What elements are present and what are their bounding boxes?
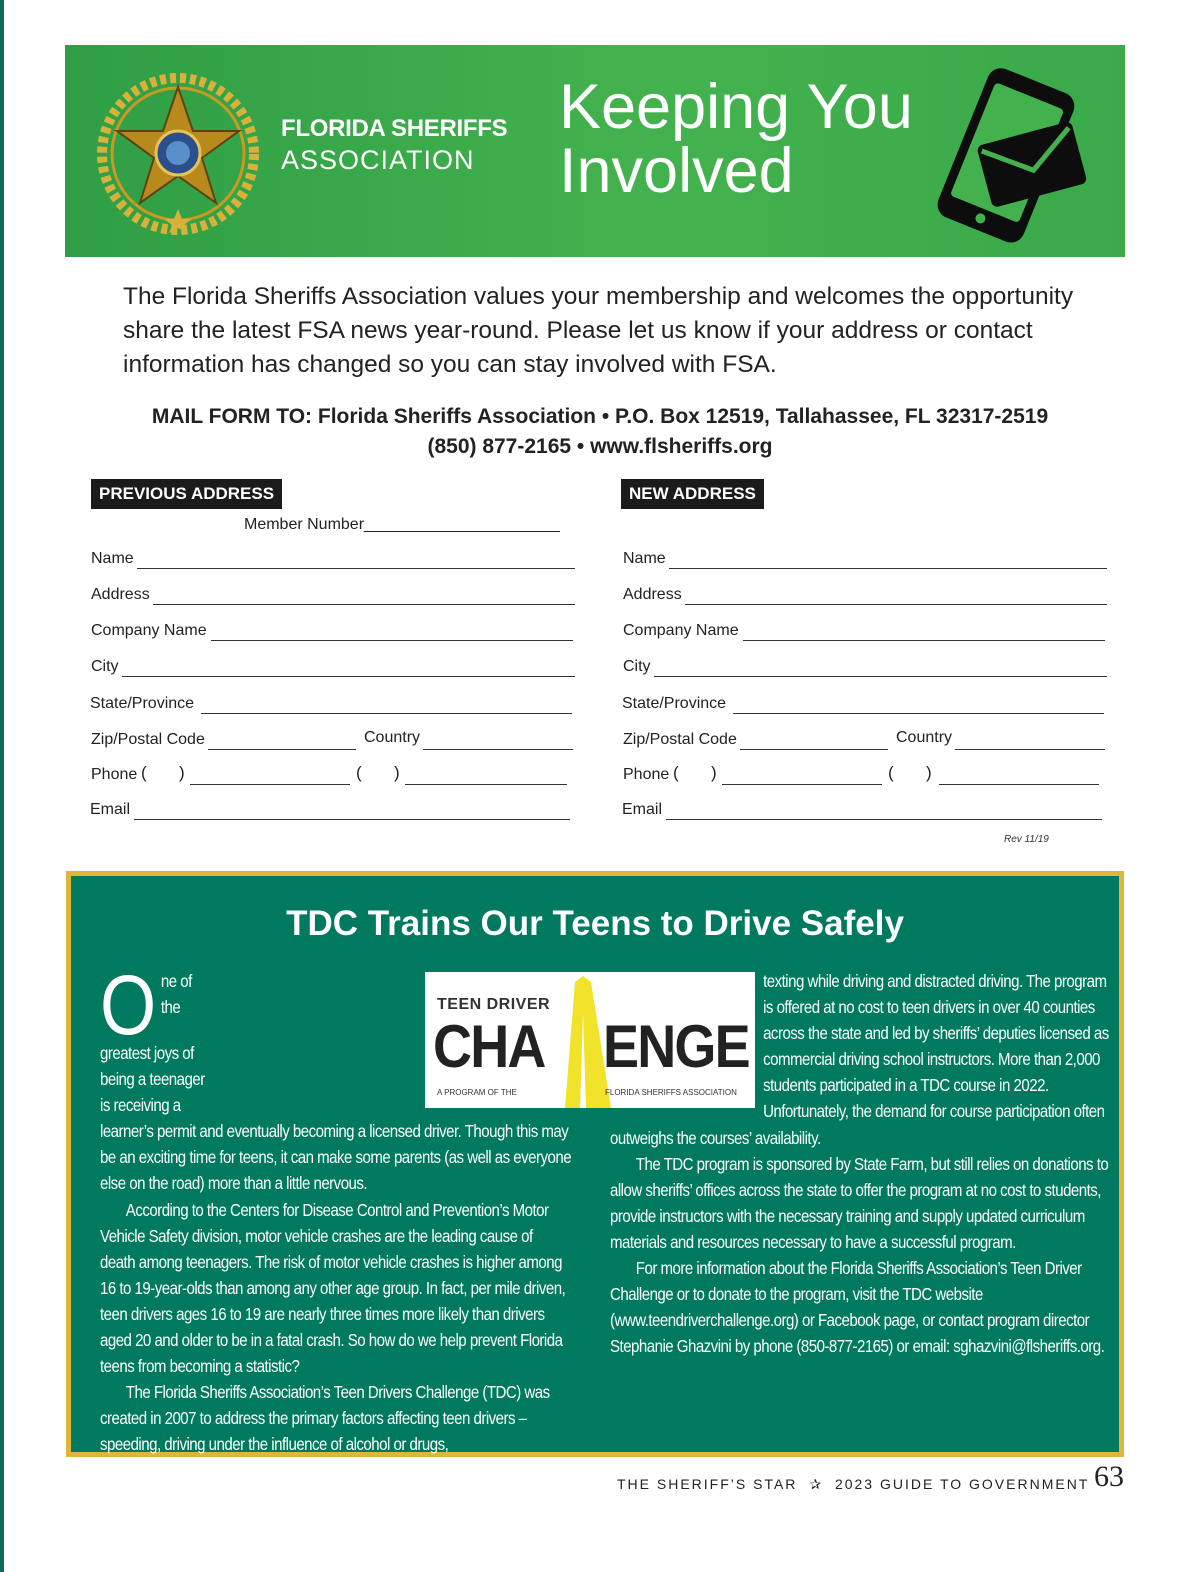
new-name-field[interactable] — [623, 550, 1108, 572]
new-state-field[interactable] — [622, 695, 1107, 717]
prev-email-field[interactable] — [90, 801, 575, 823]
page-edge-bar — [0, 0, 4, 1572]
new-phone-line2[interactable] — [939, 766, 1099, 785]
prev-address-line[interactable] — [153, 586, 575, 605]
prev-city-line[interactable] — [122, 658, 575, 677]
mail-address-line: MAIL FORM TO: Florida Sheriffs Association • P.O. Box 12519, Tallahassee, FL 32317-2519 — [151, 405, 1049, 428]
prev-zip-line[interactable] — [208, 731, 356, 750]
prev-phone2-paren-close: ) — [394, 763, 400, 782]
new-country-label: Country — [896, 729, 953, 746]
new-company-label: Company Name — [623, 622, 739, 639]
mail-contact-line: (850) 877-2165 • www.flsheriffs.org — [427, 435, 773, 458]
prev-city-field[interactable] — [91, 658, 576, 680]
prev-company-field[interactable] — [91, 622, 576, 644]
new-email-line[interactable] — [666, 801, 1102, 820]
new-country-line[interactable] — [955, 731, 1105, 750]
prev-zip-country-field[interactable] — [91, 731, 576, 753]
new-phone-label: Phone — [623, 766, 670, 783]
new-address-line[interactable] — [685, 586, 1107, 605]
headline — [559, 72, 913, 206]
new-phone2-paren-close: ) — [926, 763, 932, 782]
sheriff-badge-logo — [97, 73, 259, 235]
logo-word-right: ENGE — [603, 1013, 749, 1080]
new-email-label: Email — [622, 801, 663, 818]
org-name-line2: ASSOCIATION — [281, 145, 475, 175]
prev-city-label: City — [91, 658, 119, 675]
prev-country-label: Country — [364, 729, 421, 746]
phone-mail-icon — [905, 55, 1105, 255]
prev-country-line[interactable] — [423, 731, 573, 750]
prev-company-line[interactable] — [211, 622, 573, 641]
tdc-article-box — [66, 871, 1124, 1457]
prev-phone-line2[interactable] — [405, 766, 567, 785]
tdc-paragraph-1-text: ne of the greatest joys of being a teenager is receiving a learner’s permit and eventually becoming a licensed driver. Though this may be an exciting time for teens, it can make some parents (as well as everyone else on the road) more than a little nervous. — [100, 971, 572, 1194]
headline-line2: Involved — [559, 136, 794, 206]
logo-float-spacer — [210, 968, 571, 1114]
new-name-line[interactable] — [669, 550, 1107, 569]
tdc-left-column — [100, 958, 572, 1458]
new-phone-paren-close: ) — [711, 763, 717, 782]
intro-paragraph: The Florida Sheriffs Association values your membership and welcomes the opportunity share the latest FSA news year-round. Please let us know if your address or contact information has changed so you can stay involved with FSA. — [123, 283, 1074, 378]
prev-zip-label: Zip/Postal Code — [91, 731, 205, 748]
prev-state-field[interactable] — [90, 695, 575, 717]
prev-name-label: Name — [91, 550, 134, 567]
member-number-field[interactable]: Member Number______________________ — [244, 516, 560, 533]
new-address-heading: NEW ADDRESS — [621, 479, 764, 509]
tdc-paragraph-3: The Florida Sheriffs Association’s Teen Drivers Challenge (TDC) was created in 2007 to address the primary factors affecting teen drivers – speeding, driving under the influence of alcohol or drugs, — [100, 1382, 550, 1455]
prev-company-label: Company Name — [91, 622, 207, 639]
footer-publication: THE SHERIFF’S STAR — [617, 1476, 798, 1492]
new-name-label: Name — [623, 550, 666, 567]
previous-address-heading: PREVIOUS ADDRESS — [91, 479, 282, 509]
page-number: 63 — [1094, 1460, 1124, 1493]
new-company-field[interactable] — [623, 622, 1108, 644]
new-company-line[interactable] — [743, 622, 1105, 641]
tdc-paragraph-6: For more information about the Florida Sheriffs Association’s Teen Driver Challenge or to donate to the program, visit the TDC website (www.teendriverchallenge.org) or Facebook page, or contact program director Stephanie Ghazvini by phone (850-877-2165) or email: sghazvini@flsheriffs.org. — [610, 1258, 1105, 1357]
new-city-line[interactable] — [654, 658, 1107, 677]
tdc-paragraph-2: According to the Centers for Disease Control and Prevention’s Motor Vehicle Safety division, motor vehicle crashes are the leading cause of death among teenagers. The risk of motor vehicle crashes is higher among 16 to 19-year-olds than among any other age group. In fact, per mile driven, teen drivers ages 16 to 19 are nearly three times more likely than drivers aged 20 and older to be in a fatal crash. So how do we help prevent Florida teens from becoming a statistic? — [100, 1199, 566, 1377]
logo-sub-right: FLORIDA SHERIFFS ASSOCIATION — [605, 1088, 737, 1097]
prev-address-field[interactable] — [91, 586, 576, 608]
tdc-right-column — [610, 968, 1109, 1359]
tdc-paragraph-5: The TDC program is sponsored by State Farm, but still relies on donations to allow sheriffs’ offices across the state to offer the program at no cost to students, provide instructors with the necessary training and supply updated curriculum materials and resources necessary to have a successful program. — [610, 1153, 1109, 1252]
new-phone-paren-open: ( — [673, 763, 679, 782]
new-email-field[interactable] — [622, 801, 1107, 823]
tdc-paragraph-4: texting while driving and distracted driving. The program is offered at no cost to teen drivers in over 40 counties across the state and led by sheriffs’ deputies licensed as commercial driving school instructors. More than 2,000 students participated in a TDC course in 2022. Unfortunately, the demand for course participation often outweighs the courses’ availability. — [610, 971, 1109, 1148]
new-city-field[interactable] — [623, 658, 1108, 680]
footer-guide: 2023 GUIDE TO GOVERNMENT — [834, 1476, 1090, 1492]
logo-sub-left: A PROGRAM OF THE — [437, 1088, 517, 1097]
prev-phone2-paren-open: ( — [356, 763, 362, 782]
headline-line1: Keeping You — [559, 72, 913, 142]
new-phone2-paren-open: ( — [888, 763, 894, 782]
new-phone-field[interactable] — [623, 763, 1108, 788]
tdc-dropcap: O — [100, 958, 156, 1052]
prev-phone-line1[interactable] — [190, 766, 350, 785]
prev-state-line[interactable] — [201, 695, 572, 714]
prev-phone-paren-close: ) — [179, 763, 185, 782]
logo-word-left: CHA — [433, 1013, 545, 1080]
new-state-line[interactable] — [733, 695, 1104, 714]
prev-email-label: Email — [90, 801, 131, 818]
new-zip-line[interactable] — [740, 731, 888, 750]
prev-phone-field[interactable] — [91, 763, 576, 788]
new-zip-country-field[interactable] — [623, 731, 1108, 753]
prev-name-field[interactable] — [91, 550, 576, 572]
logo-top-text: TEEN DRIVER — [437, 996, 551, 1013]
tdc-title: TDC Trains Our Teens to Drive Safely — [286, 904, 904, 943]
revision-note: Rev 11/19 — [1004, 834, 1049, 845]
prev-phone-label: Phone — [91, 766, 138, 783]
org-name-line1: FLORIDA SHERIFFS — [281, 115, 508, 142]
logo-float-spacer-right — [610, 968, 763, 1124]
prev-phone-paren-open: ( — [141, 763, 147, 782]
prev-name-line[interactable] — [137, 550, 575, 569]
header-banner — [65, 45, 1125, 257]
new-state-label: State/Province — [622, 695, 727, 712]
page-footer — [617, 1476, 1089, 1493]
new-address-field[interactable] — [623, 586, 1108, 608]
new-phone-line1[interactable] — [722, 766, 882, 785]
new-city-label: City — [623, 658, 651, 675]
prev-state-label: State/Province — [90, 695, 195, 712]
footer-star-icon: ✰ — [809, 1476, 824, 1492]
prev-email-line[interactable] — [134, 801, 570, 820]
new-address-label: Address — [623, 586, 682, 603]
new-zip-label: Zip/Postal Code — [623, 731, 737, 748]
prev-address-label: Address — [91, 586, 150, 603]
